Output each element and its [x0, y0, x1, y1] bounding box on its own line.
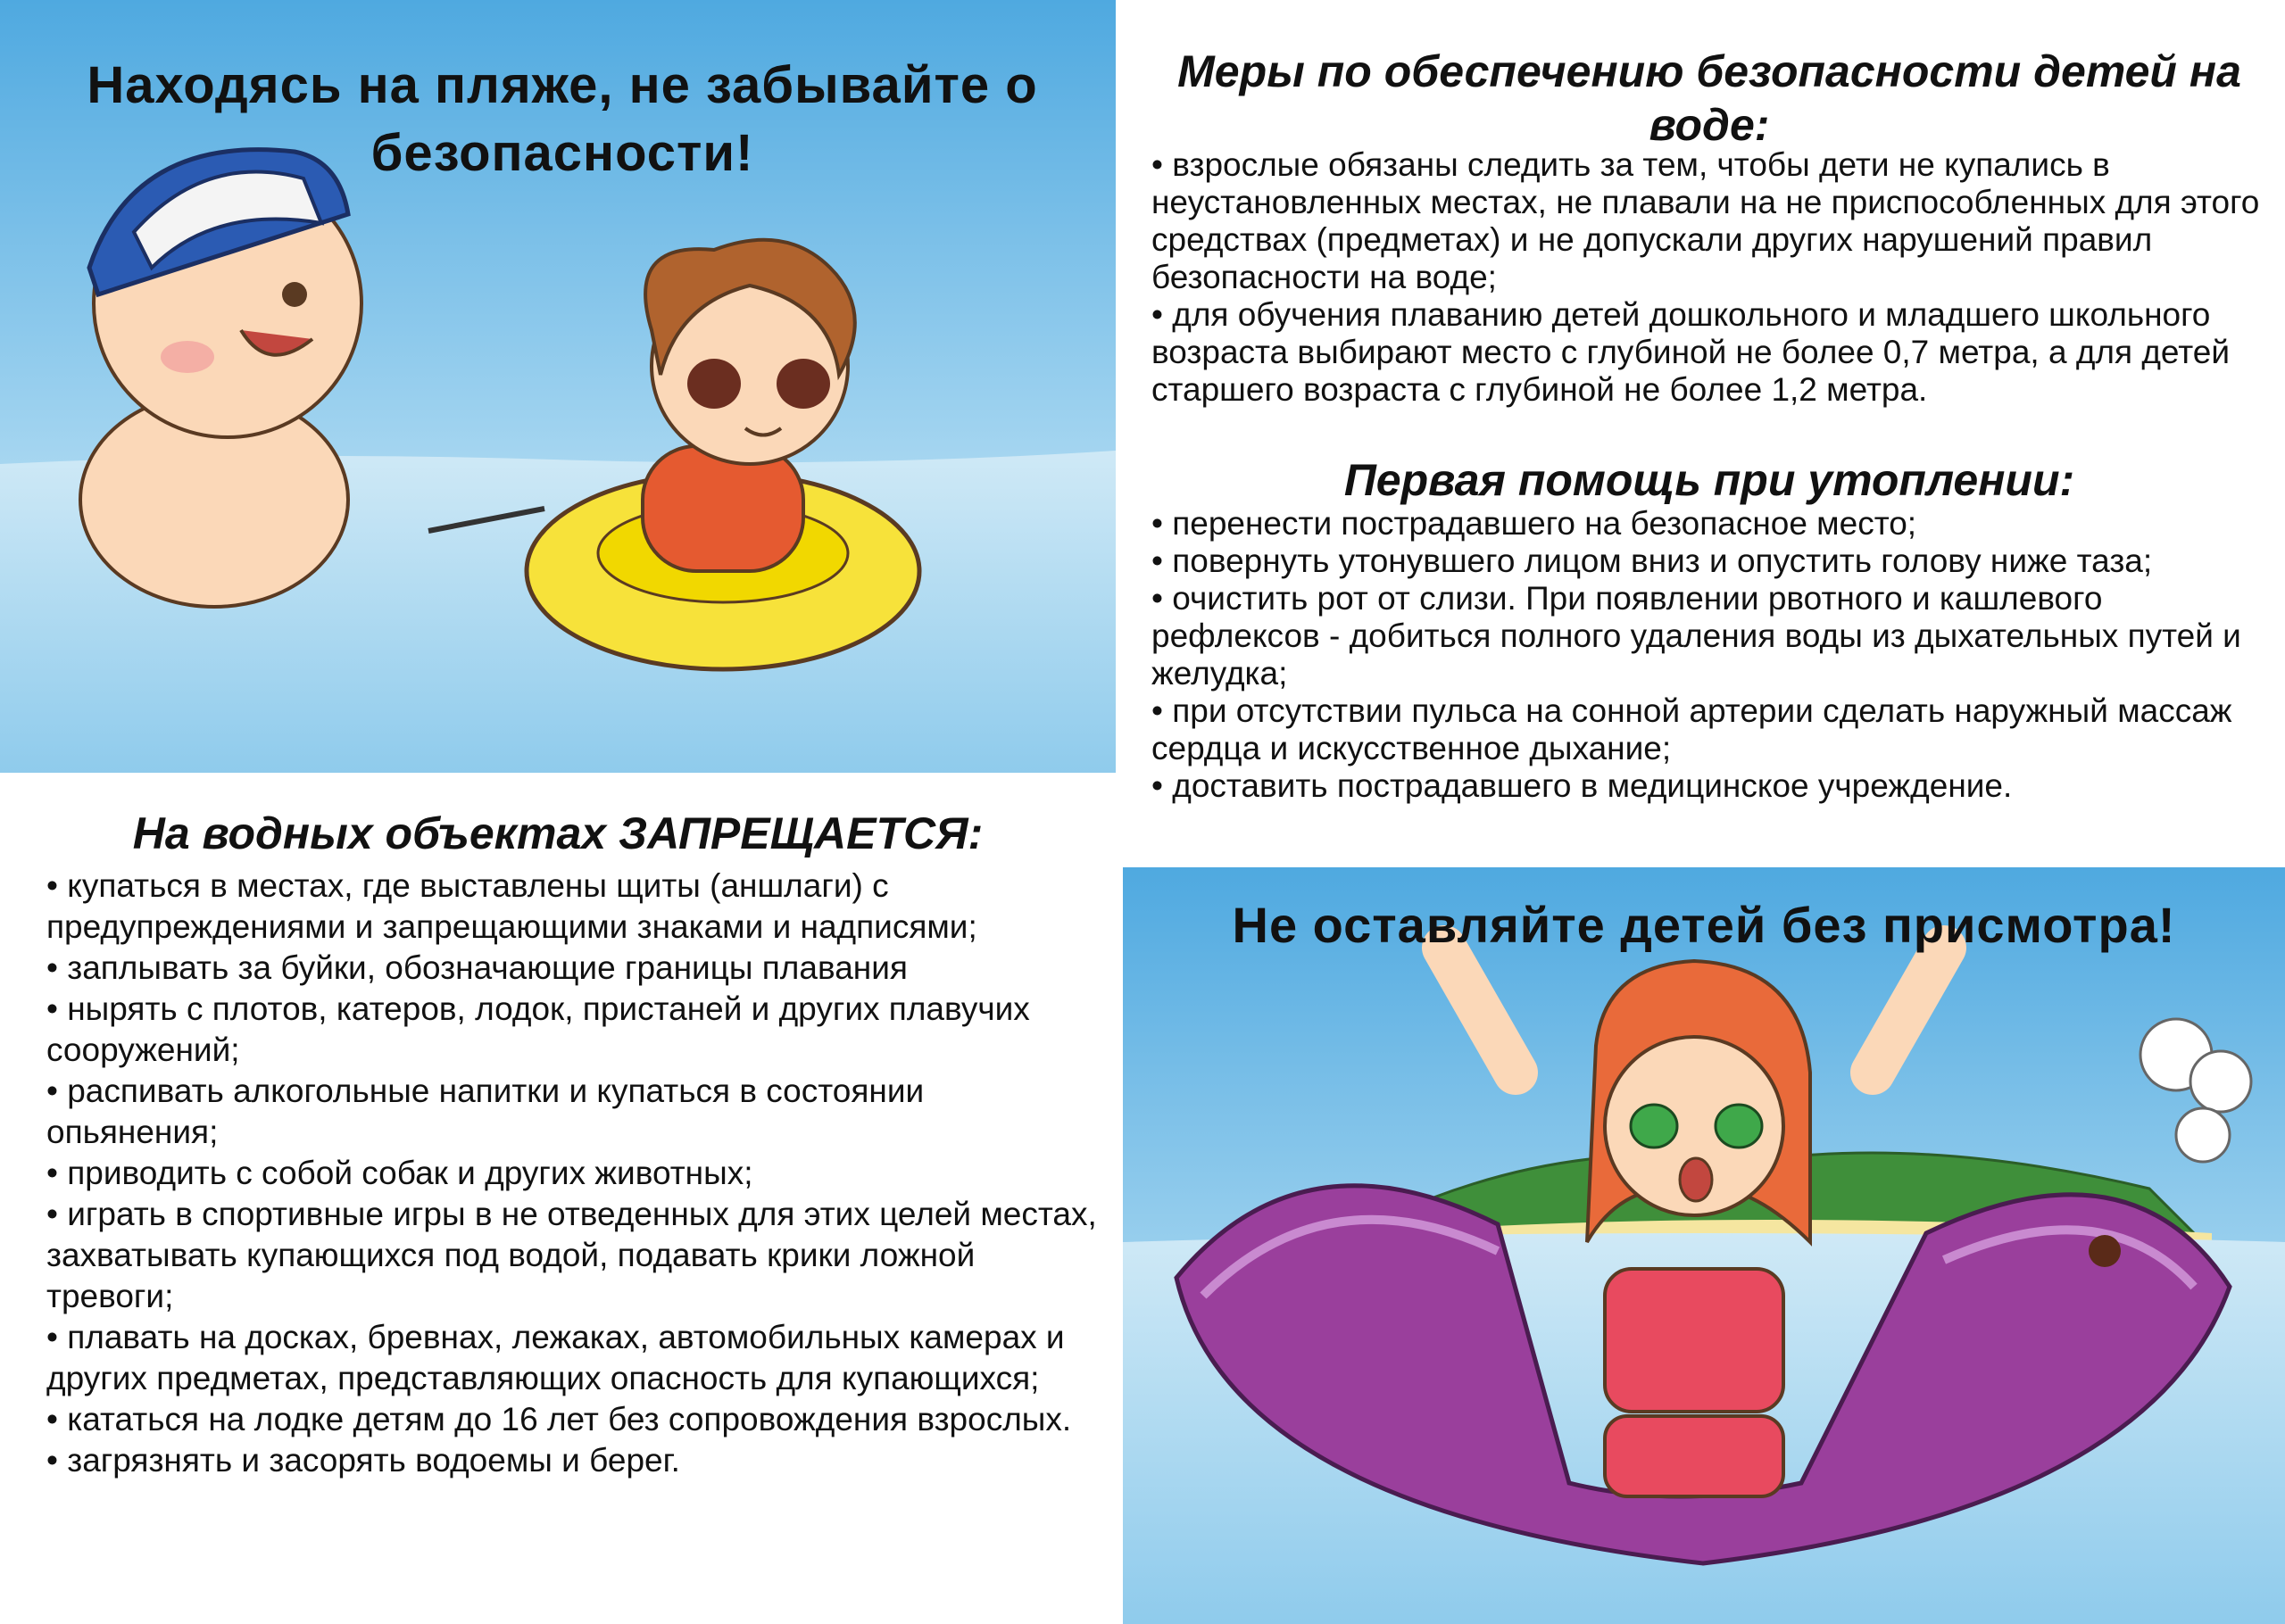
list-item: • для обучения плаванию детей дошкольного и младшего школьного возраста выбирают место с глубиной не более 0,7 метра, а для детей старшего возраста с глубиной не более 1,2 метра. [1151, 296, 2231, 408]
beach-illustration-panel [0, 0, 1116, 773]
list-item: • кататься на лодке детям до 16 лет без сопровождения взрослых. [46, 1401, 1072, 1438]
list-item: • приводить с собой собак и других животных; [46, 1155, 753, 1191]
girl-on-mattress-illustration [1123, 867, 2285, 1624]
beach-safety-title: Находясь на пляже, не забывайте о безопасности! [87, 56, 1038, 182]
first-aid-list [1151, 505, 2267, 805]
list-item: • при отсутствии пульса на сонной артерии сделать наружный массаж сердца и искусственное дыхание; [1151, 692, 2232, 766]
prohibited-list [46, 866, 1100, 1481]
list-item: • играть в спортивные игры в не отведенных для этих целей местах, захватывать купающихся под водой, подавать крики ложной тревоги; [46, 1196, 1097, 1314]
list-item: • перенести пострадавшего на безопасное место; [1151, 505, 1917, 542]
list-item: • распивать алкогольные напитки и купаться в состоянии опьянения; [46, 1073, 925, 1150]
list-item: • повернуть утонувшего лицом вниз и опустить голову ниже таза; [1151, 543, 2153, 579]
list-item: • нырять с плотов, катеров, лодок, пристаней и других плавучих сооружений; [46, 990, 1030, 1068]
list-item: • заплывать за буйки, обозначающие границы плавания [46, 949, 908, 986]
prohibited-heading: На водных объектах ЗАПРЕЩАЕТСЯ: [132, 808, 984, 858]
boy-figure [80, 150, 361, 607]
list-item: • доставить пострадавшего в медицинское учреждение. [1151, 767, 2013, 804]
first-aid-heading: Первая помощь при утоплении: [1343, 455, 2075, 505]
safety-measures-list [1151, 146, 2267, 409]
supervision-illustration-panel [1123, 867, 2285, 1624]
supervision-title: Не оставляйте детей без присмотра! [1232, 897, 2176, 953]
list-item: • загрязнять и засорять водоемы и берег. [46, 1442, 680, 1479]
list-item: • купаться в местах, где выставлены щиты (аншлаги) с предупреждениями и запрещающими знаками и надписями; [46, 867, 977, 945]
list-item: • взрослые обязаны следить за тем, чтобы дети не купались в неустановленных местах, не плавали на не приспособленных для этого средствах (предметах) и не допускали других нарушений правил безопасности на воде; [1151, 146, 2260, 295]
list-item: • плавать на досках, бревнах, лежаках, автомобильных камерах и других предметах, представляющих опасность для купающихся; [46, 1319, 1065, 1396]
safety-measures-heading: Меры по обеспечению безопасности детей на воде: [1177, 46, 2241, 150]
list-item: • очистить рот от слизи. При появлении рвотного и кашлевого рефлексов - добиться полного удаления воды из дыхательных путей и желудка; [1151, 580, 2241, 692]
